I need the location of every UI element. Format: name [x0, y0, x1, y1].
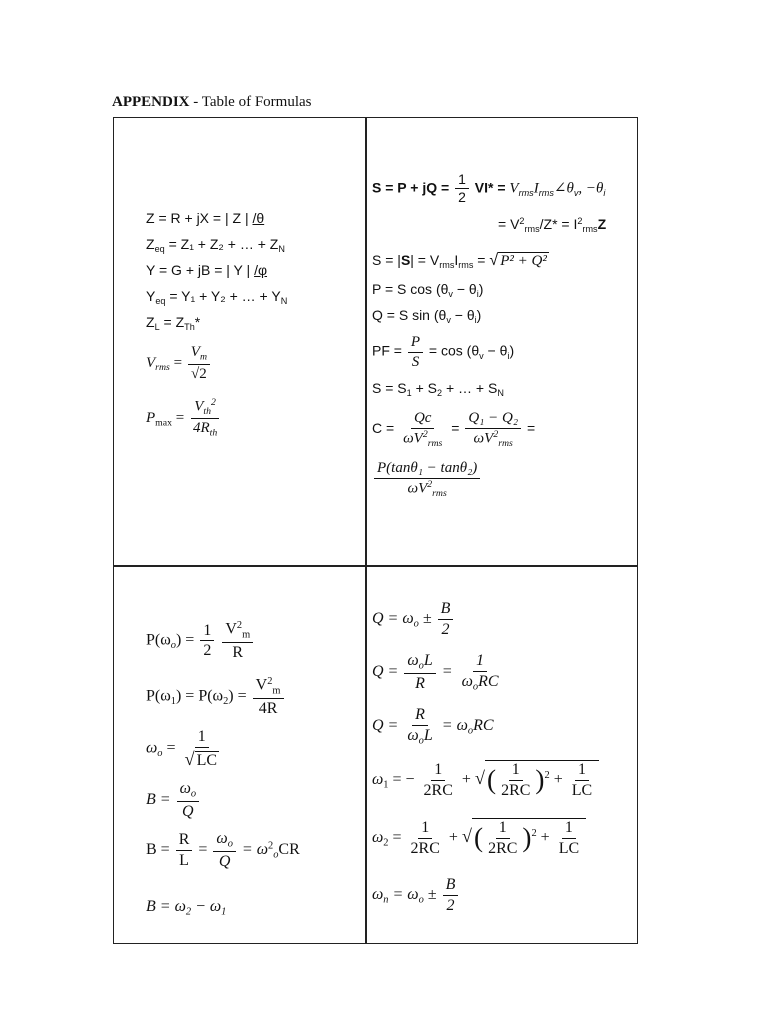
formula-power-factor: PF = $\frac{P}{S}$ = $\cos (\theta_v - \theta_i)$: [372, 334, 515, 370]
formula-vrms: $V_{rms}$ = $\frac{V_m}{√2}$: [146, 344, 212, 383]
formula-lower-cutoff: $\omega_1$ = − $\frac{1}{2RC}$ + √( $\frac{1}{2RC}$ )$^2$ + $\frac{1}{LC}$: [372, 760, 599, 799]
table-divider-vertical: [365, 117, 367, 944]
formula-bandwidth-rl: B = $\frac{R}{L}$ = $\frac{\omega_o}{Q}$ = $\omega^2_oCR$: [146, 830, 300, 871]
formula-capacitance-tan: $\frac{\text{P(tanθ₁ − tanθ₂)}}{\omega V^2_{rms}}$: [372, 460, 482, 499]
formula-q-parallel: Q = $\frac{R}{\omega_oL}$ = $\omega_oRC$: [372, 706, 494, 747]
formula-real-power: P = S $\cos (\theta_v - \theta_i)$: [372, 281, 484, 300]
formula-upper-cutoff: $\omega_2$ = $\frac{1}{2RC}$ + √( $\frac{1}{2RC}$ )$^2$ + $\frac{1}{LC}$: [372, 818, 586, 857]
formula-zl: $Z_L = Z_{Th}*$: [146, 314, 201, 333]
formula-bandwidth-diff: $B = \omega_2 - \omega_1$: [146, 898, 227, 918]
formula-cutoff-approx: $\omega_n = \omega_o$ ± $\frac{B}{2}$: [372, 876, 460, 914]
formula-complex-power: S = P + jQ = $\frac{1}{2}$ $VI* = V_{rms}I_{rms}\angle\theta_v$, $-\theta_i$: [372, 171, 606, 206]
formula-apparent-power: $S = |S| = V_{rms}I_{rms}$ = √ P² + Q²: [372, 251, 547, 271]
formula-resonant-frequency: $\omega_o$ = $\frac{1}{√ LC}$: [146, 728, 218, 769]
formula-power-sum: $S = S_1 + S_2$ + … + $S_N$: [372, 380, 504, 399]
formula-bandwidth-q: B = $\frac{\omega_o}{Q}$: [146, 780, 201, 821]
formula-q-bandwidth: $Q = \omega_o$ ± $\frac{B}{2}$: [372, 600, 455, 638]
formula-pmax: $P_{max}$ = $\frac{V_{th}^2}{4R_{th}}$: [146, 397, 218, 439]
formula-half-power: $P(\omega_1) = P(\omega_2)$ = $\frac{V^2_m}{4R}$: [146, 676, 286, 717]
formula-yeq: $Y_{eq} = Y_1 + Y_2$ + … + $Y_N$: [146, 288, 288, 307]
formula-reactive-power: Q = S $\sin (\theta_v - \theta_i)$: [372, 307, 482, 326]
page-heading: [112, 94, 312, 111]
formula-capacitance: C = $\frac{Qc}{\omega V^2_{rms}}$ = $\frac{\text{Q₁ − Q₂}}{\omega V^2_{rms}}$ =: [372, 410, 536, 449]
heading-rest: - Table of Formulas: [189, 94, 312, 110]
formula-zeq: $Z_{eq} = Z_1 + Z_2$ + … + $Z_N$: [146, 236, 285, 255]
heading-bold: APPENDIX: [112, 94, 190, 110]
table-divider-horizontal: [113, 565, 638, 567]
formula-q-series: Q = $\frac{\omega_oL}{R}$ = $\frac{1}{\omega_oRC}$: [372, 652, 499, 693]
formula-admittance: Y = G + jB = | Y | /φ: [146, 262, 268, 278]
formula-impedance: Z = R + jX = | Z | /θ: [146, 210, 265, 226]
formula-complex-power-alt: = $V^2_{rms}/Z* = I^2_{rms}Z$: [498, 216, 607, 235]
formula-resonant-power: $P(\omega_o)$ = $\frac{1}{2}$ $\frac{V^2_m}{R}$: [146, 620, 255, 661]
